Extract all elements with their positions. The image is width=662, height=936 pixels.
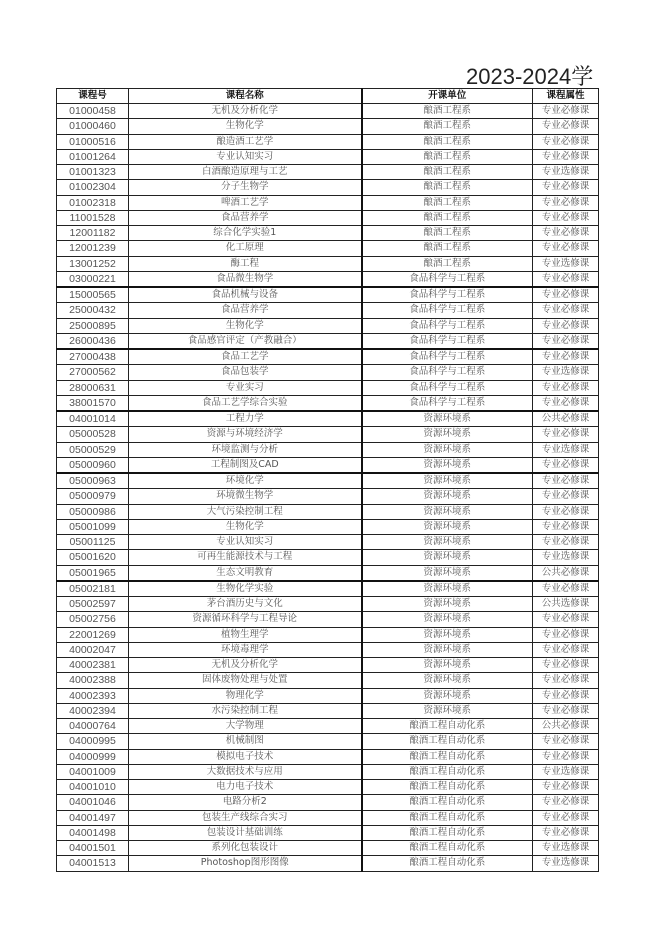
table-row: [57, 642, 599, 657]
cell-course-code: 27000438: [57, 349, 129, 365]
table-row: [57, 318, 599, 333]
cell-course-name: 环境监测与分析: [129, 442, 362, 457]
cell-course-name: 包装生产线综合实习: [129, 810, 362, 825]
cell-course-type: 专业必修课: [533, 349, 599, 365]
cell-course-code: 04001497: [57, 810, 129, 825]
cell-department: 酿酒工程系: [362, 226, 533, 241]
cell-course-type: 专业必修课: [533, 303, 599, 318]
cell-course-name: 电力电子技术: [129, 780, 362, 795]
cell-course-code: 05002597: [57, 597, 129, 612]
cell-course-name: 食品工艺学: [129, 349, 362, 365]
table-row: [57, 658, 599, 673]
cell-department: 酿酒工程自动化系: [362, 719, 533, 734]
cell-course-type: 专业必修课: [533, 180, 599, 195]
cell-department: 资源环境系: [362, 673, 533, 688]
cell-course-code: 40002047: [57, 642, 129, 657]
cell-course-type: 专业选修课: [533, 550, 599, 565]
cell-course-name: 大数据技术与应用: [129, 764, 362, 779]
cell-course-type: 专业必修课: [533, 688, 599, 703]
cell-course-name: 食品感官评定（产教融合）: [129, 333, 362, 349]
cell-course-type: 专业选修课: [533, 365, 599, 380]
cell-course-name: 生态文明教育: [129, 565, 362, 581]
cell-course-type: 专业必修课: [533, 810, 599, 825]
cell-course-name: 无机及分析化学: [129, 658, 362, 673]
cell-course-type: 专业必修课: [533, 226, 599, 241]
cell-course-type: 专业选修课: [533, 165, 599, 180]
cell-department: 酿酒工程自动化系: [362, 734, 533, 749]
cell-course-code: 01002304: [57, 180, 129, 195]
cell-course-name: 无机及分析化学: [129, 104, 362, 119]
table-row: [57, 287, 599, 303]
table-row: [57, 780, 599, 795]
cell-course-name: 大学物理: [129, 719, 362, 734]
cell-course-name: 水污染控制工程: [129, 703, 362, 718]
cell-course-code: 05001965: [57, 565, 129, 581]
cell-course-type: 专业必修课: [533, 825, 599, 840]
cell-course-type: 专业必修课: [533, 519, 599, 534]
cell-course-type: 专业必修课: [533, 134, 599, 149]
cell-course-code: 15000565: [57, 287, 129, 303]
cell-department: 食品科学与工程系: [362, 349, 533, 365]
cell-course-code: 40002393: [57, 688, 129, 703]
cell-department: 食品科学与工程系: [362, 318, 533, 333]
cell-department: 酿酒工程系: [362, 149, 533, 164]
cell-course-code: 12001182: [57, 226, 129, 241]
cell-course-type: 专业选修课: [533, 256, 599, 271]
cell-course-type: 公共必修课: [533, 411, 599, 427]
cell-course-type: 专业必修课: [533, 427, 599, 442]
table-row: [57, 550, 599, 565]
cell-course-code: 28000631: [57, 380, 129, 395]
cell-department: 酿酒工程系: [362, 104, 533, 119]
cell-course-code: 05002181: [57, 581, 129, 597]
cell-course-name: 系列化包装设计: [129, 841, 362, 856]
cell-department: 资源环境系: [362, 658, 533, 673]
cell-course-code: 05000986: [57, 504, 129, 519]
cell-course-name: 专业实习: [129, 380, 362, 395]
cell-department: 资源环境系: [362, 473, 533, 489]
cell-course-type: 专业必修课: [533, 195, 599, 210]
header-course-type: 课程属性: [533, 89, 599, 104]
cell-course-code: 40002381: [57, 658, 129, 673]
table-row: [57, 349, 599, 365]
cell-department: 资源环境系: [362, 597, 533, 612]
cell-course-name: 生物化学实验: [129, 581, 362, 597]
cell-course-name: 食品包装学: [129, 365, 362, 380]
cell-course-name: 综合化学实验1: [129, 226, 362, 241]
cell-department: 资源环境系: [362, 504, 533, 519]
cell-course-code: 05002756: [57, 612, 129, 627]
table-row: [57, 457, 599, 473]
cell-course-type: 专业必修课: [533, 489, 599, 504]
cell-course-type: 专业选修课: [533, 856, 599, 871]
cell-course-code: 40002394: [57, 703, 129, 718]
cell-course-code: 01001323: [57, 165, 129, 180]
cell-course-type: 专业必修课: [533, 612, 599, 627]
cell-course-code: 12001239: [57, 241, 129, 256]
cell-course-code: 05000979: [57, 489, 129, 504]
cell-course-code: 04001014: [57, 411, 129, 427]
cell-course-name: 大气污染控制工程: [129, 504, 362, 519]
table-row: [57, 825, 599, 840]
cell-department: 酿酒工程系: [362, 134, 533, 149]
cell-course-name: 电路分析2: [129, 795, 362, 810]
table-row: [57, 856, 599, 871]
cell-course-code: 25000895: [57, 318, 129, 333]
cell-course-type: 专业必修课: [533, 734, 599, 749]
table-row: [57, 241, 599, 256]
cell-department: 食品科学与工程系: [362, 287, 533, 303]
table-row: [57, 210, 599, 225]
cell-course-type: 专业必修课: [533, 581, 599, 597]
cell-course-code: 05000529: [57, 442, 129, 457]
cell-department: 酿酒工程自动化系: [362, 780, 533, 795]
table-row: [57, 195, 599, 210]
cell-department: 食品科学与工程系: [362, 395, 533, 411]
cell-course-code: 03000221: [57, 271, 129, 287]
cell-course-name: 固体废物处理与处置: [129, 673, 362, 688]
cell-course-type: 专业必修课: [533, 627, 599, 642]
table-row: [57, 473, 599, 489]
cell-course-code: 25000432: [57, 303, 129, 318]
cell-course-name: Photoshop图形图像: [129, 856, 362, 871]
cell-course-code: 05000528: [57, 427, 129, 442]
cell-department: 酿酒工程系: [362, 180, 533, 195]
cell-course-code: 05001125: [57, 535, 129, 550]
cell-course-name: 模拟电子技术: [129, 749, 362, 764]
cell-course-name: 食品微生物学: [129, 271, 362, 287]
cell-department: 资源环境系: [362, 411, 533, 427]
cell-course-name: 啤酒工艺学: [129, 195, 362, 210]
cell-course-type: 公共选修课: [533, 597, 599, 612]
cell-department: 食品科学与工程系: [362, 380, 533, 395]
table-row: [57, 764, 599, 779]
cell-course-type: 专业必修课: [533, 795, 599, 810]
cell-course-type: 公共必修课: [533, 719, 599, 734]
cell-course-name: 工程力学: [129, 411, 362, 427]
cell-department: 资源环境系: [362, 581, 533, 597]
cell-department: 资源环境系: [362, 688, 533, 703]
table-row: [57, 597, 599, 612]
cell-department: 酿酒工程自动化系: [362, 764, 533, 779]
cell-course-type: 专业必修课: [533, 780, 599, 795]
cell-course-code: 04000999: [57, 749, 129, 764]
cell-course-name: 资源循环科学与工程导论: [129, 612, 362, 627]
table-header-row: [57, 89, 599, 104]
cell-department: 酿酒工程自动化系: [362, 856, 533, 871]
cell-department: 酿酒工程系: [362, 210, 533, 225]
table-row: [57, 119, 599, 134]
cell-course-type: 专业选修课: [533, 764, 599, 779]
cell-department: 资源环境系: [362, 519, 533, 534]
cell-course-name: 包装设计基础训练: [129, 825, 362, 840]
cell-department: 酿酒工程自动化系: [362, 810, 533, 825]
cell-course-type: 专业必修课: [533, 504, 599, 519]
table-row: [57, 519, 599, 534]
table-row: [57, 673, 599, 688]
table-row: [57, 149, 599, 164]
cell-course-code: 22001269: [57, 627, 129, 642]
cell-department: 资源环境系: [362, 442, 533, 457]
cell-course-type: 专业选修课: [533, 442, 599, 457]
cell-course-name: 酿造酒工艺学: [129, 134, 362, 149]
cell-course-type: 专业必修课: [533, 703, 599, 718]
cell-course-code: 13001252: [57, 256, 129, 271]
table-row: [57, 180, 599, 195]
table-row: [57, 535, 599, 550]
cell-department: 资源环境系: [362, 427, 533, 442]
cell-department: 酿酒工程系: [362, 119, 533, 134]
table-row: [57, 333, 599, 349]
table-row: [57, 688, 599, 703]
cell-course-code: 26000436: [57, 333, 129, 349]
cell-department: 酿酒工程系: [362, 256, 533, 271]
cell-course-type: 专业必修课: [533, 673, 599, 688]
cell-course-name: 生物化学: [129, 119, 362, 134]
cell-department: 资源环境系: [362, 612, 533, 627]
cell-department: 酿酒工程自动化系: [362, 749, 533, 764]
cell-course-type: 专业必修课: [533, 457, 599, 473]
table-row: [57, 442, 599, 457]
cell-department: 酿酒工程自动化系: [362, 795, 533, 810]
cell-course-type: 专业必修课: [533, 119, 599, 134]
cell-course-type: 专业必修课: [533, 395, 599, 411]
cell-course-name: 食品营养学: [129, 210, 362, 225]
cell-course-code: 04001513: [57, 856, 129, 871]
cell-course-type: 专业必修课: [533, 318, 599, 333]
table-row: [57, 134, 599, 149]
table-row: [57, 810, 599, 825]
cell-course-type: 专业必修课: [533, 380, 599, 395]
cell-course-code: 04001009: [57, 764, 129, 779]
cell-course-name: 资源与环境经济学: [129, 427, 362, 442]
table-row: [57, 489, 599, 504]
cell-department: 资源环境系: [362, 627, 533, 642]
cell-course-code: 01001264: [57, 149, 129, 164]
cell-course-type: 专业必修课: [533, 149, 599, 164]
cell-department: 资源环境系: [362, 550, 533, 565]
cell-course-name: 物理化学: [129, 688, 362, 703]
cell-course-code: 11001528: [57, 210, 129, 225]
cell-course-type: 专业必修课: [533, 535, 599, 550]
cell-course-code: 01000460: [57, 119, 129, 134]
cell-course-name: 化工原理: [129, 241, 362, 256]
table-row: [57, 427, 599, 442]
cell-course-name: 工程制图及CAD: [129, 457, 362, 473]
cell-course-type: 专业选修课: [533, 841, 599, 856]
cell-course-code: 04001498: [57, 825, 129, 840]
cell-department: 资源环境系: [362, 489, 533, 504]
cell-course-name: 生物化学: [129, 519, 362, 534]
cell-course-name: 机械制图: [129, 734, 362, 749]
cell-department: 资源环境系: [362, 535, 533, 550]
cell-course-name: 环境微生物学: [129, 489, 362, 504]
cell-course-type: 专业必修课: [533, 241, 599, 256]
cell-department: 酿酒工程系: [362, 195, 533, 210]
cell-course-type: 专业必修课: [533, 333, 599, 349]
cell-course-name: 专业认知实习: [129, 149, 362, 164]
cell-department: 食品科学与工程系: [362, 365, 533, 380]
cell-course-name: 环境毒理学: [129, 642, 362, 657]
table-row: [57, 581, 599, 597]
table-row: [57, 795, 599, 810]
cell-course-type: 公共必修课: [533, 565, 599, 581]
cell-course-code: 04000764: [57, 719, 129, 734]
cell-department: 食品科学与工程系: [362, 271, 533, 287]
cell-department: 食品科学与工程系: [362, 303, 533, 318]
cell-course-name: 白酒酿造原理与工艺: [129, 165, 362, 180]
table-row: [57, 380, 599, 395]
cell-course-code: 04000995: [57, 734, 129, 749]
cell-course-code: 05000963: [57, 473, 129, 489]
table-row: [57, 504, 599, 519]
cell-course-code: 40002388: [57, 673, 129, 688]
cell-department: 资源环境系: [362, 457, 533, 473]
cell-course-code: 38001570: [57, 395, 129, 411]
table-row: [57, 749, 599, 764]
cell-course-code: 04001010: [57, 780, 129, 795]
table-row: [57, 303, 599, 318]
cell-course-name: 植物生理学: [129, 627, 362, 642]
table-row: [57, 627, 599, 642]
cell-department: 资源环境系: [362, 565, 533, 581]
cell-course-code: 01000458: [57, 104, 129, 119]
header-course-name: 课程名称: [129, 89, 362, 104]
table-row: [57, 565, 599, 581]
table-row: [57, 165, 599, 180]
header-course-code: 课程号: [57, 89, 129, 104]
cell-department: 资源环境系: [362, 642, 533, 657]
cell-course-name: 食品营养学: [129, 303, 362, 318]
cell-course-type: 专业必修课: [533, 210, 599, 225]
header-department: 开课单位: [362, 89, 533, 104]
cell-department: 酿酒工程系: [362, 165, 533, 180]
cell-course-code: 05000960: [57, 457, 129, 473]
cell-department: 资源环境系: [362, 703, 533, 718]
table-row: [57, 719, 599, 734]
cell-course-name: 生物化学: [129, 318, 362, 333]
cell-course-name: 可再生能源技术与工程: [129, 550, 362, 565]
cell-course-type: 专业必修课: [533, 642, 599, 657]
course-table: [56, 88, 599, 872]
table-row: [57, 226, 599, 241]
table-row: [57, 365, 599, 380]
cell-course-type: 专业必修课: [533, 658, 599, 673]
cell-course-type: 专业必修课: [533, 749, 599, 764]
cell-course-name: 酶工程: [129, 256, 362, 271]
cell-department: 酿酒工程自动化系: [362, 825, 533, 840]
cell-course-name: 食品机械与设备: [129, 287, 362, 303]
cell-course-code: 05001620: [57, 550, 129, 565]
cell-course-code: 04001046: [57, 795, 129, 810]
table-row: [57, 734, 599, 749]
cell-course-code: 05001099: [57, 519, 129, 534]
table-row: [57, 841, 599, 856]
table-row: [57, 612, 599, 627]
cell-course-type: 专业必修课: [533, 271, 599, 287]
cell-department: 食品科学与工程系: [362, 333, 533, 349]
cell-course-type: 专业必修课: [533, 104, 599, 119]
cell-department: 酿酒工程系: [362, 241, 533, 256]
cell-course-code: 01000516: [57, 134, 129, 149]
cell-course-type: 专业必修课: [533, 287, 599, 303]
cell-course-type: 专业必修课: [533, 473, 599, 489]
cell-course-code: 27000562: [57, 365, 129, 380]
cell-course-name: 专业认知实习: [129, 535, 362, 550]
cell-course-name: 环境化学: [129, 473, 362, 489]
table-row: [57, 703, 599, 718]
table-row: [57, 395, 599, 411]
cell-course-name: 茅台酒历史与文化: [129, 597, 362, 612]
page-title: 2023-2024学: [466, 64, 594, 89]
table-row: [57, 256, 599, 271]
cell-department: 酿酒工程自动化系: [362, 841, 533, 856]
cell-course-name: 食品工艺学综合实验: [129, 395, 362, 411]
cell-course-code: 01002318: [57, 195, 129, 210]
table-row: [57, 104, 599, 119]
table-row: [57, 271, 599, 287]
cell-course-name: 分子生物学: [129, 180, 362, 195]
cell-course-code: 04001501: [57, 841, 129, 856]
table-row: [57, 411, 599, 427]
